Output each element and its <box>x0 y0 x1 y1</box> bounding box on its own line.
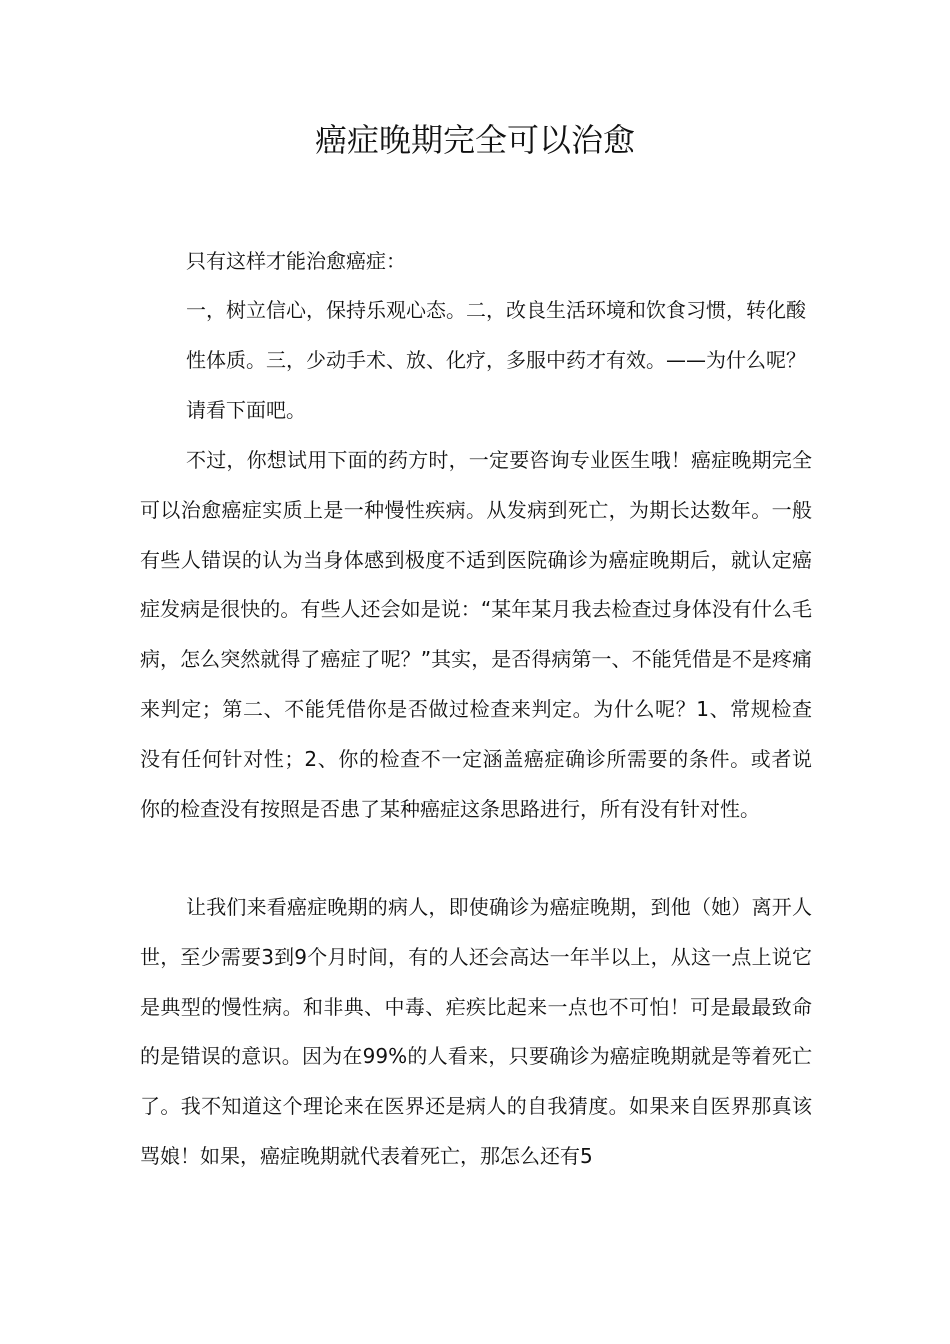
key-points-paragraph: 一，树立信心，保持乐观心态。二，改良生活环境和饮食习惯，转化酸性体质。三，少动手术、放、化疗，多服中药才有效。——为什么呢？请看下面吧。 <box>186 298 806 422</box>
intro-line: 只有这样才能治愈癌症： <box>186 249 406 273</box>
document-title: 癌症晚期完全可以治愈 <box>314 121 635 159</box>
body-paragraph: 不过，你想试用下面的药方时，一定要咨询专业医生哦！癌症晚期完全可以治愈癌症实质上是一种慢性疾病。从发病到死亡，为期长达数年。一般有些人错误的认为当身体感到极度不适到医院确诊为癌症晚期后，就认定癌症发病是很快的。有些人还会如是说：“某年某月我去检查过身体没有什么毛病，怎么突然就得了癌症了呢？”其实，是否得病第一、不能凭借是不是疼痛来判定；第二、不能凭借你是否做过检查来判定。为什么呢？1、常规检查没有任何针对性；2、你的检查不一定涵盖癌症确诊所需要的条件。或者说你的检查没有按照是否患了某种癌症这条思路进行，所有没有针对性。 <box>140 448 812 821</box>
body-paragraph: 让我们来看癌症晚期的病人，即使确诊为癌症晚期，到他（她）离开人世，至少需要3到9个月时间，有的人还会高达一年半以上，从这一点上说它是典型的慢性病。和非典、中毒、疟疾比起来一点也不可怕！可是最最致命的是错误的意识。因为在99%的人看来，只要确诊为癌症晚期就是等着死亡了。我不知道这个理论来在医界还是病人的自我猜度。如果来自医界那真该骂娘！如果，癌症晚期就代表着死亡，那怎么还有5 <box>140 895 812 1168</box>
